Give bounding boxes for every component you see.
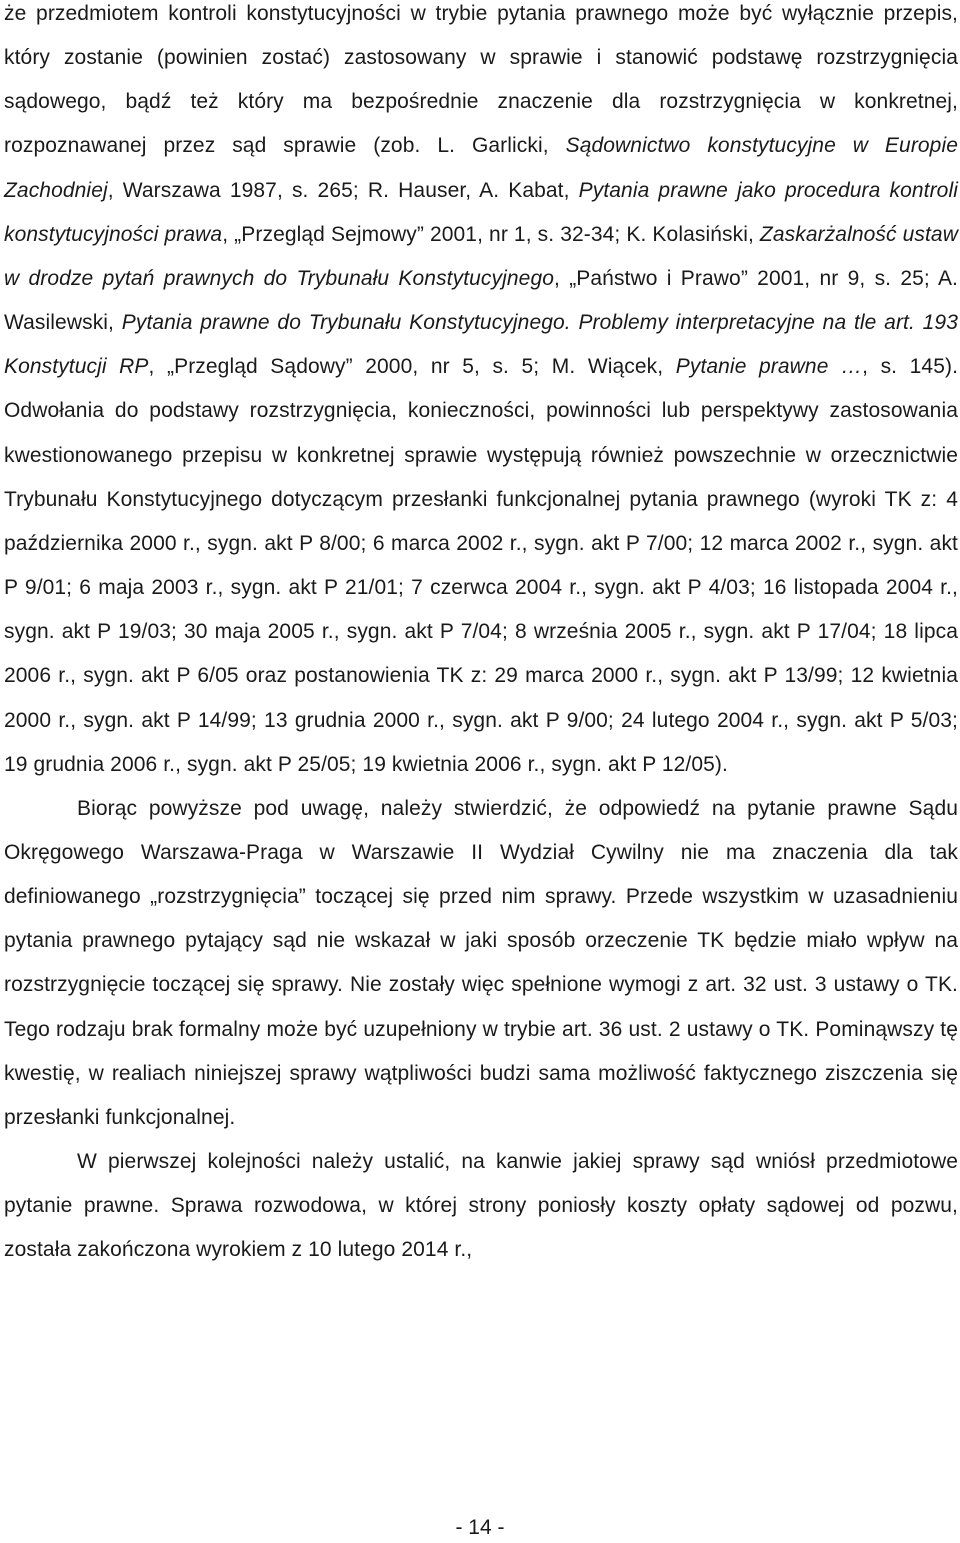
citation-title-wiacek: Pytanie prawne …	[675, 355, 863, 379]
citation-title-kolasinski: Zaskarżalność ustaw w drodze pytań prawnych do Trybunału Konstytucyjnego	[4, 222, 958, 290]
citation-title-hauser-kabat: Pytania prawne jako procedura kontroli konstytucyjności prawa	[4, 178, 958, 246]
para-2-text: Biorąc powyższe pod uwagę, należy stwierdzić, że odpowiedź na pytanie prawne Sądu Okręgowego Warszawa-Praga w Warszawie II Wydział Cywilny nie ma znaczenia dla tak definiowanego „rozstrzygnięcia” toczącej się przed nim sprawy. Przede wszystkim w uzasadnieniu pytania prawnego pytający sąd nie wskazał w jaki sposób orzeczenie TK będzie miało wpływ na rozstrzygnięcie toczącej się sprawy. Nie zostały więc spełnione wymogi z art. 32 ust. 3 ustawy o TK. Tego rodzaju brak formalny może być uzupełniony w trybie art. 36 ust. 2 ustawy o TK. Pominąwszy tę kwestię, w realiach niniejszej sprawy wątpliwości budzi sama możliwość faktycznego ziszczenia się przesłanki funkcjonalnej.	[4, 796, 958, 1129]
para-1-seg-9: , „Przegląd Sądowy” 2000, nr 5, s. 5; M. Wiącek,	[148, 355, 676, 379]
para-1-seg-7: , „Państwo i Prawo” 2001, nr 9, s. 25; A. Wasilewski,	[4, 266, 958, 335]
para-3-text: W pierwszej kolejności należy ustalić, na kanwie jakiej sprawy sąd wniósł przedmiotowe pytanie prawne. Sprawa rozwodowa, w której strony poniosły koszty opłaty sądowej od pozwu, została zakończona wyrokiem z 10 lutego 2014 r.,	[4, 1150, 958, 1262]
para-1-seg-1: że przedmiotem kontroli konstytucyjności w trybie pytania prawnego może być wyłącznie przepis, który zostanie (powinien zostać) zastosowany w sprawie i stanowić podstawę rozstrzygnięcia sądowego, bądź też który ma bezpośrednie znaczenie dla rozstrzygnięcia w konkretnej, rozpoznawanej przez sąd sprawie (zob. L. Garlicki,	[4, 2, 958, 158]
paragraph-1	[4, 0, 958, 787]
citation-title-wasilewski: Pytania prawne do Trybunału Konstytucyjnego. Problemy interpretacyjne na tle art. 193 Konstytucji RP	[4, 311, 958, 379]
para-1-seg-3: , Warszawa 1987, s. 265; R. Hauser, A. Kabat,	[107, 178, 579, 202]
paragraph-3	[4, 1140, 958, 1272]
document-body	[4, 0, 958, 1273]
page-number: - 14 -	[455, 1516, 505, 1539]
citation-title-garlicki: Sądownictwo konstytucyjne w Europie Zachodniej	[4, 134, 959, 202]
para-1-seg-5: , „Przegląd Sejmowy” 2001, nr 1, s. 32-34; K. Kolasiński,	[222, 222, 760, 246]
para-1-seg-11: , s. 145). Odwołania do podstawy rozstrzygnięcia, konieczności, powinności lub perspektywy zastosowania kwestionowanego przepisu w konkretnej sprawie występują również powszechnie w orzecznictwie Trybunału Konstytucyjnego dotyczącym przesłanki funkcjonalnej pytania prawnego (wyroki TK z: 4 października 2000 r., sygn. akt P 8/00; 6 marca 2002 r., sygn. akt P 7/00; 12 marca 2002 r., sygn. akt P 9/01; 6 maja 2003 r., sygn. akt P 21/01; 7 czerwca 2004 r., sygn. akt P 4/03; 16 listopada 2004 r., sygn. akt P 19/03; 30 maja 2005 r., sygn. akt P 7/04; 8 września 2005 r., sygn. akt P 17/04; 18 lipca 2006 r., sygn. akt P 6/05 oraz postanowienia TK z: 29 marca 2000 r., sygn. akt P 13/99; 12 kwietnia 2000 r., sygn. akt P 14/99; 13 grudnia 2000 r., sygn. akt P 9/00; 24 lutego 2004 r., sygn. akt P 5/03; 19 grudnia 2006 r., sygn. akt P 25/05; 19 kwietnia 2006 r., sygn. akt P 12/05).	[4, 355, 958, 776]
paragraph-2	[4, 787, 958, 1140]
